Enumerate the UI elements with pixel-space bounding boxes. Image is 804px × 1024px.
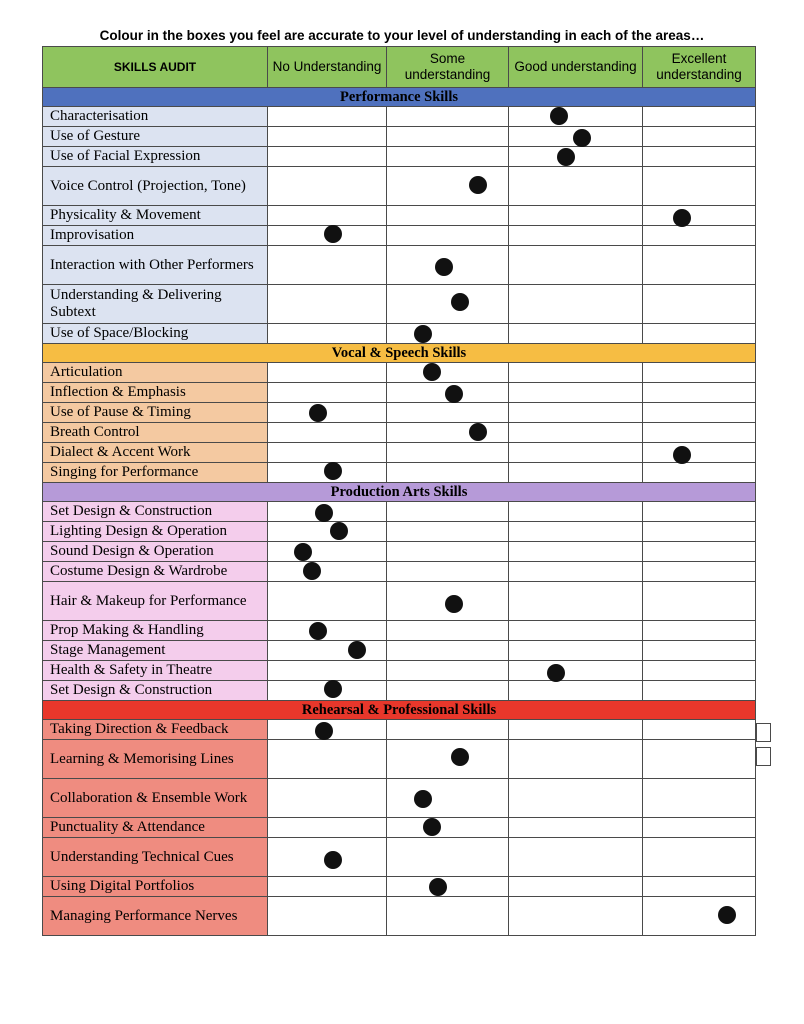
rating-box-good-understanding[interactable]: [509, 542, 643, 562]
rating-box-some-understanding[interactable]: [387, 383, 509, 403]
selected-dot-icon: [550, 107, 568, 125]
selected-dot-icon: [315, 504, 333, 522]
rating-box-good-understanding[interactable]: [509, 127, 643, 147]
skill-label: Understanding Technical Cues: [43, 838, 268, 877]
skill-label: Costume Design & Wardrobe: [43, 562, 268, 582]
section-title: Production Arts Skills: [43, 483, 756, 502]
skill-label: Prop Making & Handling: [43, 621, 268, 641]
selected-dot-icon: [330, 522, 348, 540]
skill-row: [43, 582, 756, 621]
skill-row: [43, 206, 756, 226]
selected-dot-icon: [309, 404, 327, 422]
skill-row: [43, 285, 756, 324]
skill-label: Interaction with Other Performers: [43, 246, 268, 285]
rating-box-excellent-understanding[interactable]: [643, 562, 756, 582]
section-title: Vocal & Speech Skills: [43, 344, 756, 363]
rating-box-good-understanding[interactable]: [509, 818, 643, 838]
selected-dot-icon: [557, 148, 575, 166]
rating-box-good-understanding[interactable]: [509, 779, 643, 818]
skill-row: [43, 681, 756, 701]
skill-row: [43, 740, 756, 779]
rating-box-some-understanding[interactable]: [387, 720, 509, 740]
rating-box-some-understanding[interactable]: [387, 363, 509, 383]
rating-box-good-understanding[interactable]: [509, 463, 643, 483]
rating-box-some-understanding[interactable]: [387, 681, 509, 701]
skill-label: Hair & Makeup for Performance: [43, 582, 268, 621]
rating-box-excellent-understanding[interactable]: [643, 107, 756, 127]
rating-box-good-understanding[interactable]: [509, 522, 643, 542]
rating-box-no-understanding[interactable]: [268, 641, 387, 661]
selected-dot-icon: [324, 851, 342, 869]
skill-row: [43, 838, 756, 877]
selected-dot-icon: [423, 363, 441, 381]
skill-label: Punctuality & Attendance: [43, 818, 268, 838]
skill-row: [43, 246, 756, 285]
skill-row: [43, 403, 756, 423]
rating-box-no-understanding[interactable]: [268, 147, 387, 167]
extra-empty-boxes: [756, 723, 786, 742]
rating-box-excellent-understanding[interactable]: [643, 720, 756, 740]
rating-box-some-understanding[interactable]: [387, 285, 509, 324]
rating-box-no-understanding[interactable]: [268, 838, 387, 877]
rating-box-good-understanding[interactable]: [509, 661, 643, 681]
skill-row: [43, 720, 756, 740]
skills-audit-header: SKILLS AUDIT: [43, 47, 268, 88]
rating-box-no-understanding[interactable]: [268, 403, 387, 423]
rating-box-good-understanding[interactable]: [509, 562, 643, 582]
selected-dot-icon: [673, 209, 691, 227]
selected-dot-icon: [469, 176, 487, 194]
level-header-excellent: Excellent understanding: [643, 47, 756, 88]
skill-label: Set Design & Construction: [43, 502, 268, 522]
skill-label: Understanding & Delivering Subtext: [43, 285, 268, 324]
selected-dot-icon: [718, 906, 736, 924]
selected-dot-icon: [429, 878, 447, 896]
selected-dot-icon: [315, 722, 333, 740]
section-title: Performance Skills: [43, 88, 756, 107]
rating-box-excellent-understanding[interactable]: [643, 582, 756, 621]
rating-box-excellent-understanding[interactable]: [643, 226, 756, 246]
rating-box-good-understanding[interactable]: [509, 383, 643, 403]
selected-dot-icon: [469, 423, 487, 441]
rating-box-excellent-understanding[interactable]: [643, 818, 756, 838]
skill-label: Lighting Design & Operation: [43, 522, 268, 542]
rating-box-some-understanding[interactable]: [387, 522, 509, 542]
skill-row: [43, 167, 756, 206]
rating-box-no-understanding[interactable]: [268, 621, 387, 641]
skill-label: Health & Safety in Theatre: [43, 661, 268, 681]
rating-box-excellent-understanding[interactable]: [643, 641, 756, 661]
rating-box-good-understanding[interactable]: [509, 167, 643, 206]
skill-row: [43, 562, 756, 582]
rating-box-good-understanding[interactable]: [509, 363, 643, 383]
section-title: Rehearsal & Professional Skills: [43, 701, 756, 720]
rating-box-some-understanding[interactable]: [387, 582, 509, 621]
skill-row: [43, 324, 756, 344]
rating-box-some-understanding[interactable]: [387, 107, 509, 127]
rating-box-good-understanding[interactable]: [509, 621, 643, 641]
selected-dot-icon: [435, 258, 453, 276]
rating-box-excellent-understanding[interactable]: [643, 621, 756, 641]
rating-box-excellent-understanding[interactable]: [643, 681, 756, 701]
skill-row: [43, 502, 756, 522]
skills-audit-table: [42, 46, 756, 936]
rating-box-no-understanding[interactable]: [268, 779, 387, 818]
selected-dot-icon: [451, 748, 469, 766]
skill-label: Singing for Performance: [43, 463, 268, 483]
rating-box-excellent-understanding[interactable]: [643, 423, 756, 443]
rating-box-no-understanding[interactable]: [268, 502, 387, 522]
skill-row: [43, 897, 756, 936]
skill-label: Stage Management: [43, 641, 268, 661]
skill-label: Use of Space/Blocking: [43, 324, 268, 344]
rating-box-some-understanding[interactable]: [387, 246, 509, 285]
rating-box-excellent-understanding[interactable]: [643, 877, 756, 897]
skill-label: Voice Control (Projection, Tone): [43, 167, 268, 206]
rating-box-no-understanding[interactable]: [268, 107, 387, 127]
rating-box-some-understanding[interactable]: [387, 423, 509, 443]
skill-label: Sound Design & Operation: [43, 542, 268, 562]
rating-box-some-understanding[interactable]: [387, 443, 509, 463]
selected-dot-icon: [324, 225, 342, 243]
skill-row: [43, 621, 756, 641]
section-header-vocal-speech-skills: [43, 344, 756, 363]
rating-box-no-understanding[interactable]: [268, 877, 387, 897]
rating-box-no-understanding[interactable]: [268, 383, 387, 403]
rating-box-excellent-understanding[interactable]: [643, 838, 756, 877]
rating-box-no-understanding[interactable]: [268, 720, 387, 740]
skill-label: Physicality & Movement: [43, 206, 268, 226]
rating-box-no-understanding[interactable]: [268, 542, 387, 562]
skill-label: Use of Facial Expression: [43, 147, 268, 167]
rating-box-some-understanding[interactable]: [387, 877, 509, 897]
selected-dot-icon: [445, 595, 463, 613]
rating-box-good-understanding[interactable]: [509, 740, 643, 779]
rating-box-some-understanding[interactable]: [387, 542, 509, 562]
skill-label: Using Digital Portfolios: [43, 877, 268, 897]
selected-dot-icon: [324, 462, 342, 480]
skill-row: [43, 443, 756, 463]
rating-box-some-understanding[interactable]: [387, 167, 509, 206]
rating-box-some-understanding[interactable]: [387, 818, 509, 838]
rating-box-excellent-understanding[interactable]: [643, 383, 756, 403]
skill-row: [43, 463, 756, 483]
rating-box-good-understanding[interactable]: [509, 403, 643, 423]
rating-box-excellent-understanding[interactable]: [643, 897, 756, 936]
skill-label: Inflection & Emphasis: [43, 383, 268, 403]
rating-box-no-understanding[interactable]: [268, 661, 387, 681]
rating-box-good-understanding[interactable]: [509, 838, 643, 877]
rating-box-no-understanding[interactable]: [268, 897, 387, 936]
level-header-good: Good understanding: [509, 47, 643, 88]
skill-row: [43, 226, 756, 246]
skill-label: Learning & Memorising Lines: [43, 740, 268, 779]
selected-dot-icon: [294, 543, 312, 561]
page-title: Colour in the boxes you feel are accurate to your level of understanding in each of the areas…: [99, 28, 705, 43]
rating-box-excellent-understanding[interactable]: [643, 206, 756, 226]
selected-dot-icon: [348, 641, 366, 659]
empty-box: [756, 747, 771, 766]
rating-box-excellent-understanding[interactable]: [643, 363, 756, 383]
section-header-rehearsal-professional-skills: [43, 701, 756, 720]
rating-box-excellent-understanding[interactable]: [643, 542, 756, 562]
rating-box-no-understanding[interactable]: [268, 324, 387, 344]
rating-box-no-understanding[interactable]: [268, 206, 387, 226]
skill-label: Use of Gesture: [43, 127, 268, 147]
skill-label: Taking Direction & Feedback: [43, 720, 268, 740]
rating-box-no-understanding[interactable]: [268, 740, 387, 779]
skill-label: Collaboration & Ensemble Work: [43, 779, 268, 818]
rating-box-excellent-understanding[interactable]: [643, 661, 756, 681]
rating-box-some-understanding[interactable]: [387, 562, 509, 582]
rating-box-no-understanding[interactable]: [268, 562, 387, 582]
rating-box-excellent-understanding[interactable]: [643, 167, 756, 206]
rating-box-good-understanding[interactable]: [509, 246, 643, 285]
rating-box-excellent-understanding[interactable]: [643, 127, 756, 147]
rating-box-some-understanding[interactable]: [387, 838, 509, 877]
rating-box-no-understanding[interactable]: [268, 681, 387, 701]
rating-box-good-understanding[interactable]: [509, 502, 643, 522]
selected-dot-icon: [451, 293, 469, 311]
rating-box-some-understanding[interactable]: [387, 661, 509, 681]
rating-box-some-understanding[interactable]: [387, 502, 509, 522]
rating-box-excellent-understanding[interactable]: [643, 246, 756, 285]
level-header-no: No Understanding: [268, 47, 387, 88]
skill-row: [43, 127, 756, 147]
rating-box-excellent-understanding[interactable]: [643, 779, 756, 818]
rating-box-no-understanding[interactable]: [268, 167, 387, 206]
rating-box-excellent-understanding[interactable]: [643, 502, 756, 522]
skill-row: [43, 661, 756, 681]
rating-box-no-understanding[interactable]: [268, 522, 387, 542]
skill-row: [43, 542, 756, 562]
skill-label: Articulation: [43, 363, 268, 383]
rating-box-excellent-understanding[interactable]: [643, 522, 756, 542]
skill-row: [43, 147, 756, 167]
skill-row: [43, 423, 756, 443]
rating-box-good-understanding[interactable]: [509, 641, 643, 661]
rating-box-good-understanding[interactable]: [509, 206, 643, 226]
skill-label: Use of Pause & Timing: [43, 403, 268, 423]
section-header-production-arts-skills: [43, 483, 756, 502]
rating-box-some-understanding[interactable]: [387, 324, 509, 344]
rating-box-some-understanding[interactable]: [387, 641, 509, 661]
rating-box-some-understanding[interactable]: [387, 403, 509, 423]
selected-dot-icon: [324, 680, 342, 698]
skill-label: Characterisation: [43, 107, 268, 127]
selected-dot-icon: [309, 622, 327, 640]
rating-box-no-understanding[interactable]: [268, 463, 387, 483]
rating-box-good-understanding[interactable]: [509, 720, 643, 740]
rating-box-some-understanding[interactable]: [387, 463, 509, 483]
rating-box-some-understanding[interactable]: [387, 206, 509, 226]
rating-box-some-understanding[interactable]: [387, 226, 509, 246]
skill-label: Set Design & Construction: [43, 681, 268, 701]
rating-box-good-understanding[interactable]: [509, 681, 643, 701]
rating-box-no-understanding[interactable]: [268, 246, 387, 285]
rating-box-good-understanding[interactable]: [509, 147, 643, 167]
rating-box-no-understanding[interactable]: [268, 582, 387, 621]
skill-row: [43, 779, 756, 818]
rating-box-excellent-understanding[interactable]: [643, 443, 756, 463]
selected-dot-icon: [547, 664, 565, 682]
rating-box-excellent-understanding[interactable]: [643, 285, 756, 324]
rating-box-no-understanding[interactable]: [268, 127, 387, 147]
rating-box-excellent-understanding[interactable]: [643, 324, 756, 344]
rating-box-good-understanding[interactable]: [509, 582, 643, 621]
rating-box-good-understanding[interactable]: [509, 285, 643, 324]
skill-row: [43, 383, 756, 403]
rating-box-no-understanding[interactable]: [268, 443, 387, 463]
skill-row: [43, 818, 756, 838]
selected-dot-icon: [573, 129, 591, 147]
rating-box-good-understanding[interactable]: [509, 423, 643, 443]
rating-box-good-understanding[interactable]: [509, 877, 643, 897]
level-header-some: Some understanding: [387, 47, 509, 88]
skill-row: [43, 877, 756, 897]
selected-dot-icon: [303, 562, 321, 580]
selected-dot-icon: [673, 446, 691, 464]
selected-dot-icon: [414, 790, 432, 808]
rating-box-good-understanding[interactable]: [509, 107, 643, 127]
rating-box-some-understanding[interactable]: [387, 897, 509, 936]
rating-box-good-understanding[interactable]: [509, 226, 643, 246]
section-header-performance-skills: [43, 88, 756, 107]
skill-row: [43, 522, 756, 542]
header-row: [43, 47, 756, 88]
skill-label: Improvisation: [43, 226, 268, 246]
rating-box-good-understanding[interactable]: [509, 324, 643, 344]
rating-box-some-understanding[interactable]: [387, 779, 509, 818]
selected-dot-icon: [414, 325, 432, 343]
rating-box-some-understanding[interactable]: [387, 740, 509, 779]
rating-box-no-understanding[interactable]: [268, 818, 387, 838]
skill-row: [43, 107, 756, 127]
rating-box-excellent-understanding[interactable]: [643, 740, 756, 779]
rating-box-good-understanding[interactable]: [509, 443, 643, 463]
empty-box: [756, 723, 771, 742]
rating-box-no-understanding[interactable]: [268, 285, 387, 324]
rating-box-excellent-understanding[interactable]: [643, 463, 756, 483]
skill-label: Breath Control: [43, 423, 268, 443]
selected-dot-icon: [423, 818, 441, 836]
rating-box-good-understanding[interactable]: [509, 897, 643, 936]
rating-box-some-understanding[interactable]: [387, 147, 509, 167]
skill-label: Dialect & Accent Work: [43, 443, 268, 463]
rating-box-no-understanding[interactable]: [268, 226, 387, 246]
rating-box-excellent-understanding[interactable]: [643, 147, 756, 167]
skill-row: [43, 641, 756, 661]
selected-dot-icon: [445, 385, 463, 403]
rating-box-no-understanding[interactable]: [268, 363, 387, 383]
skill-label: Managing Performance Nerves: [43, 897, 268, 936]
rating-box-some-understanding[interactable]: [387, 127, 509, 147]
rating-box-excellent-understanding[interactable]: [643, 403, 756, 423]
rating-box-no-understanding[interactable]: [268, 423, 387, 443]
rating-box-some-understanding[interactable]: [387, 621, 509, 641]
skill-row: [43, 363, 756, 383]
